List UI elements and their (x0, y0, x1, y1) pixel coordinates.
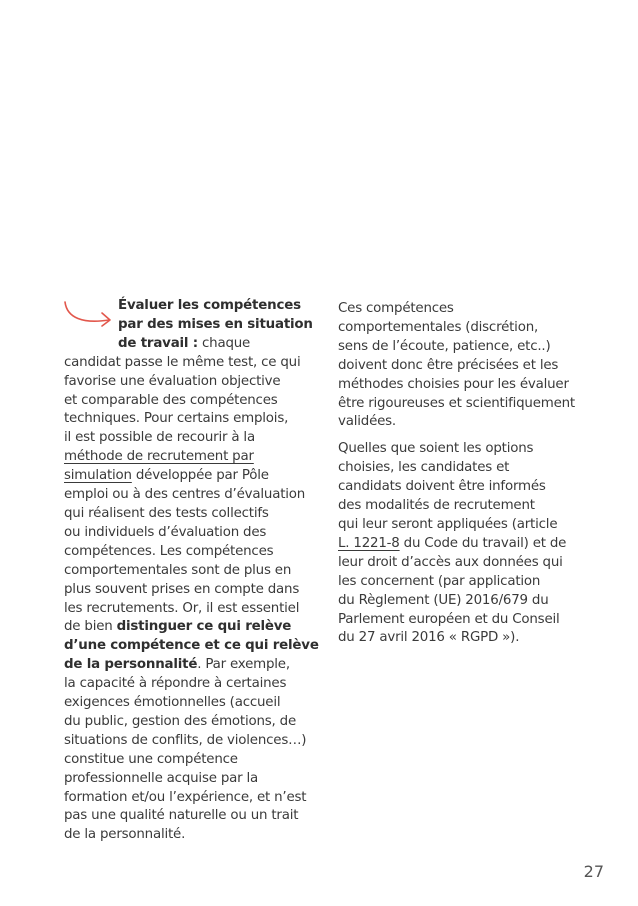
text-line: du 27 avril 2016 « RGPD »). (338, 630, 520, 646)
text-line: et comparable des compétences (64, 392, 278, 408)
text-line: être rigoureuses et scientifiquement (338, 395, 575, 411)
text-line: des modalités de recrutement (338, 498, 535, 514)
text-line: candidat passe le même test, ce qui (64, 354, 301, 370)
text-line: techniques. Pour certains emplois, (64, 411, 289, 427)
text-line: comportementales sont de plus en (64, 562, 292, 578)
text-line: qui leur seront appliquées (article (338, 516, 558, 532)
text-line: candidats doivent être informés (338, 479, 546, 495)
text-line: la capacité à répondre à certaines (64, 676, 287, 692)
text-line: Ces compétences (338, 301, 454, 316)
heading-line-2: par des mises en situation (118, 316, 313, 332)
text-line: de la personnalité. Par exemple, (64, 657, 290, 673)
text-line: doivent donc être précisées et les (338, 357, 559, 373)
text-line: validées. (338, 414, 396, 430)
left-column (64, 297, 319, 845)
text-line: pas une qualité naturelle ou un trait (64, 808, 299, 824)
heading-line-1: Évaluer les compétences (118, 298, 301, 313)
text-line: compétences. Les compétences (64, 543, 274, 559)
right-column (338, 300, 578, 648)
text-line: emploi ou à des centres d’évaluation (64, 487, 306, 503)
heading-line-3: de travail : chaque (118, 335, 251, 351)
text-line: qui réalisent des tests collectifs (64, 505, 269, 521)
text-line: de bien distinguer ce qui relève (64, 619, 292, 635)
paragraph-1 (338, 300, 578, 432)
text-line: exigences émotionnelles (accueil (64, 695, 281, 711)
text-line: favorise une évaluation objective (64, 373, 281, 389)
text-line: méthodes choisies pour les évaluer (338, 376, 569, 392)
text-line: il est possible de recourir à la (64, 430, 255, 446)
text-line: plus souvent prises en compte dans (64, 581, 300, 597)
text-line: sens de l’écoute, patience, etc..) (338, 338, 551, 354)
text-line: ou individuels d’évaluation des (64, 524, 267, 540)
text-line: les recrutements. Or, il est essentiel (64, 600, 300, 616)
text-line: leur droit d’accès aux données qui (338, 554, 563, 570)
text-line: constitue une compétence (64, 751, 238, 767)
paragraph-2 (338, 440, 578, 648)
text-line: comportementales (discrétion, (338, 319, 539, 335)
text-line: Quelles que soient les options (338, 441, 534, 457)
page-number: 27 (583, 862, 604, 881)
text-line: les concernent (par application (338, 573, 541, 589)
simulation-method-link[interactable]: méthode de recrutement par (64, 449, 254, 465)
text-line (64, 448, 300, 467)
text-line: Parlement européen et du Conseil (338, 611, 560, 627)
text-line: situations de conflits, de violences…) (64, 732, 307, 748)
article-link[interactable]: L. 1221-8 (338, 535, 400, 551)
text-line: L. 1221-8 du Code du travail) et de (338, 535, 567, 551)
text-line: du Règlement (UE) 2016/679 du (338, 592, 549, 608)
text-line: choisies, les candidates et (338, 460, 510, 476)
text-line: de la personnalité. (64, 827, 186, 843)
text-line: du public, gestion des émotions, de (64, 713, 296, 729)
text-line: formation et/ou l’expérience, et n’est (64, 789, 307, 805)
text-line: d’une compétence et ce qui relève (64, 638, 319, 654)
text-line: professionnelle acquise par la (64, 770, 259, 786)
simulation-method-link-cont[interactable]: simulation (64, 468, 132, 484)
text-line: simulation développée par Pôle (64, 468, 269, 484)
